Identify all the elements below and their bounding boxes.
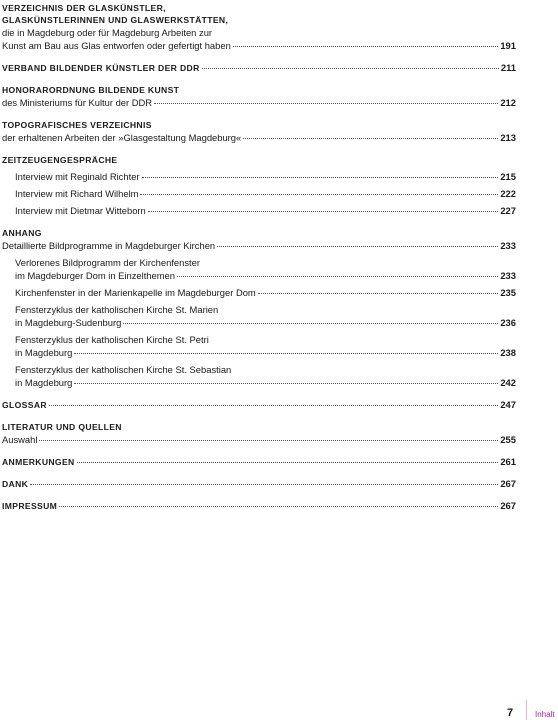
page-number: 227 [500, 205, 516, 216]
toc-entry-verband[interactable] [2, 62, 516, 74]
section-heading: GLASKÜNSTLERINNEN UND GLASWERKSTÄTTEN, [2, 15, 229, 25]
section-heading: ANMERKUNGEN [2, 457, 75, 467]
entry-text: Fensterzyklus der katholischen Kirche St. Petri [15, 334, 209, 345]
toc-section-zeitzeugen [2, 154, 516, 217]
dot-leader [140, 194, 498, 195]
section-heading: VERBAND BILDENDER KÜNSTLER DER DDR [2, 63, 200, 73]
entry-text: Interview mit Richard Wilhelm [15, 188, 139, 199]
toc-entry-st-sebastian[interactable] [2, 363, 516, 389]
entry-text: Fensterzyklus der katholischen Kirche St. Marien [15, 304, 219, 315]
dot-leader [77, 462, 499, 463]
toc-entry-literatur[interactable] [2, 421, 516, 446]
toc-entry-interview[interactable] [2, 187, 516, 200]
toc-entry-bildprogramme[interactable] [2, 239, 516, 252]
section-heading: TOPOGRAFISCHES VERZEICHNIS [2, 120, 152, 130]
dot-leader [142, 177, 499, 178]
toc-entry-kirchenfenster-dom[interactable] [2, 256, 516, 282]
entry-text: in Magdeburg [15, 347, 73, 358]
dot-leader [39, 440, 498, 441]
entry-text: die in Magdeburg oder für Magdeburg Arbeiten zur [2, 27, 213, 38]
toc-section-anhang [2, 227, 516, 389]
page-number: 267 [500, 478, 516, 489]
page-number: 236 [500, 317, 516, 328]
entry-text: in Magdeburg [15, 377, 73, 388]
dot-leader [258, 293, 499, 294]
page-number: 212 [500, 97, 516, 108]
page-number: 235 [500, 287, 516, 298]
dot-leader [243, 138, 498, 139]
page-number: 255 [500, 434, 516, 445]
dot-leader [148, 211, 499, 212]
section-heading: DANK [2, 479, 29, 489]
toc-entry-marienkapelle[interactable] [2, 286, 516, 299]
entry-text: Detaillierte Bildprogramme in Magdeburger Kirchen [2, 240, 216, 251]
entry-text: Interview mit Reginald Richter [15, 171, 140, 182]
page-number: 267 [500, 500, 516, 511]
dot-leader [123, 323, 498, 324]
page-number: 211 [500, 62, 516, 73]
dot-leader [233, 46, 499, 47]
table-of-contents [2, 2, 516, 522]
page-number: 247 [500, 399, 516, 410]
page-number: 233 [500, 270, 516, 281]
section-heading: HONORARORDNUNG BILDENDE KUNST [2, 85, 180, 95]
toc-entry-st-petri[interactable] [2, 333, 516, 359]
section-heading: VERZEICHNIS DER GLASKÜNSTLER, [2, 3, 166, 13]
page-number: 191 [500, 40, 516, 51]
toc-entry-glossar[interactable] [2, 399, 516, 411]
page-number: 233 [500, 240, 516, 251]
entry-text: Fensterzyklus der katholischen Kirche St. Sebastian [15, 364, 232, 375]
toc-entry-honorarordnung[interactable] [2, 84, 516, 109]
toc-entry-anmerkungen[interactable] [2, 456, 516, 468]
page-number: 213 [500, 132, 516, 143]
page-number: 242 [500, 377, 516, 388]
dot-leader [59, 506, 498, 507]
folio-page-number: 7 [507, 707, 514, 719]
dot-leader [30, 484, 498, 485]
toc-entry-interview[interactable] [2, 204, 516, 217]
entry-text: Kirchenfenster in der Marienkapelle im Magdeburger Dom [15, 287, 256, 298]
section-heading: LITERATUR UND QUELLEN [2, 422, 122, 432]
dot-leader [74, 353, 498, 354]
entry-text: Auswahl [2, 434, 38, 445]
entry-text: Interview mit Dietmar Witteborn [15, 205, 146, 216]
toc-entry-impressum[interactable] [2, 500, 516, 512]
toc-entry-dank[interactable] [2, 478, 516, 490]
dot-leader [74, 383, 498, 384]
toc-entry-topografisch[interactable] [2, 119, 516, 144]
section-heading: GLOSSAR [2, 400, 47, 410]
footer-section-label: Inhalt [535, 710, 555, 719]
footer-divider [526, 700, 527, 720]
page-number: 215 [500, 171, 516, 182]
section-heading: IMPRESSUM [2, 501, 58, 511]
dot-leader [217, 246, 498, 247]
dot-leader [154, 103, 498, 104]
section-heading: ZEITZEUGENGESPRÄCHE [2, 155, 118, 165]
entry-text: Kunst am Bau aus Glas entworfen oder gefertigt haben [2, 40, 231, 51]
toc-entry-st-marien[interactable] [2, 303, 516, 329]
toc-entry-interview[interactable] [2, 170, 516, 183]
entry-text: des Ministeriums für Kultur der DDR [2, 97, 153, 108]
page-number: 238 [500, 347, 516, 358]
dot-leader [49, 405, 498, 406]
page-number: 261 [500, 456, 516, 467]
dot-leader [202, 68, 499, 69]
entry-text: Verlorenes Bildprogramm der Kirchenfenster [15, 257, 200, 268]
dot-leader [177, 276, 498, 277]
entry-text: der erhaltenen Arbeiten der »Glasgestaltung Magdeburg« [2, 132, 242, 143]
toc-entry-glaskuenstler[interactable] [2, 2, 516, 52]
page-number: 222 [500, 188, 516, 199]
entry-text: in Magdeburg-Sudenburg [15, 317, 122, 328]
entry-text: im Magdeburger Dom in Einzelthemen [15, 270, 175, 281]
section-heading: ANHANG [2, 228, 42, 238]
